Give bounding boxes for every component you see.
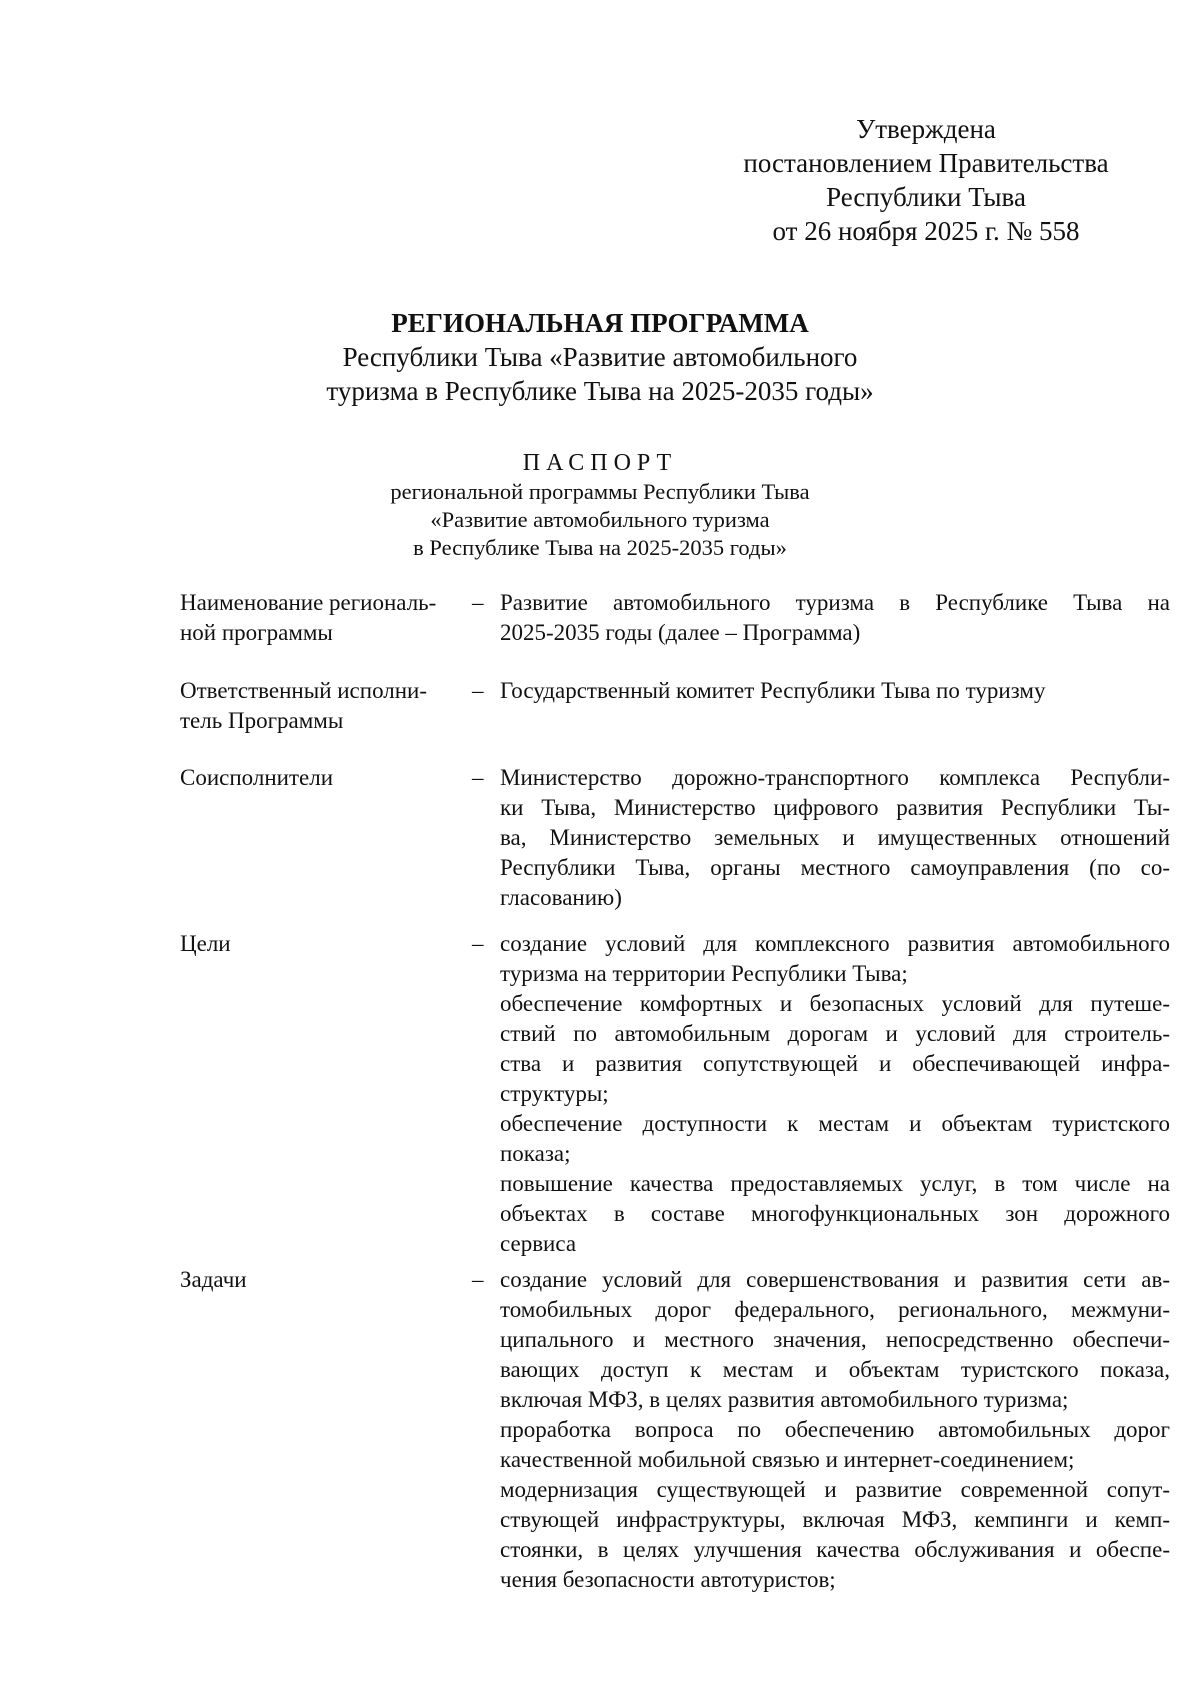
program-subtitle-line: Республики Тыва «Развитие автомобильного [342, 342, 858, 372]
row-label [180, 676, 460, 736]
row-dash: – [472, 678, 484, 703]
row-label-line: Соисполнители [180, 765, 334, 790]
row-value-line: качественной мобильной связью и интернет-соединением; [500, 1447, 1075, 1472]
row-value [500, 1265, 1170, 1595]
passport-subtitle-line: региональной программы Республики Тыва [390, 479, 810, 504]
row-value-line: туризма на территории Республики Тыва; [500, 961, 908, 986]
approval-line: постановлением Правительства [743, 148, 1109, 178]
passport-subtitle-line: «Развитие автомобильного туризма [430, 507, 770, 532]
row-value-line: вающих доступ к местам и объектам туристского показа, [500, 1357, 1170, 1382]
row-value-line: модернизация существующей и развитие современной сопут- [500, 1477, 1170, 1502]
approval-line: от 26 ноября 2025 г. № 558 [772, 216, 1080, 246]
row-label-line: Задачи [180, 1267, 247, 1292]
row-value-line: Республики Тыва, органы местного самоуправления (по со- [500, 855, 1170, 880]
row-value-line: 2025-2035 годы (далее – Программа) [500, 620, 861, 645]
row-value-line: ствий по автомобильным дорогам и условий для строитель- [500, 1021, 1170, 1046]
row-value-line: стоянки, в целях улучшения качества обслуживания и обеспе- [500, 1537, 1170, 1562]
row-label-line: Ответственный исполни- [180, 678, 428, 703]
row-label [180, 588, 460, 648]
row-label-line: ной программы [180, 620, 333, 645]
row-dash: – [472, 931, 484, 956]
passport-title [360, 448, 840, 562]
row-label [180, 1265, 460, 1295]
approval-line: Утверждена [856, 114, 996, 144]
program-heading: РЕГИОНАЛЬНАЯ ПРОГРАММА [391, 308, 809, 338]
program-title [300, 306, 900, 408]
row-value-line: показа; [500, 1141, 571, 1166]
row-value-line: ства и развития сопутствующей и обеспечивающей инфра- [500, 1051, 1170, 1076]
row-value-line: создание условий для комплексного развития автомобильного [500, 931, 1170, 956]
row-value-line: томобильных дорог федерального, регионального, межмуни- [500, 1297, 1170, 1322]
approval-block [736, 112, 1116, 248]
row-value-line: сервиса [500, 1231, 577, 1256]
row-value [500, 588, 1170, 648]
row-value [500, 763, 1170, 913]
row-value-line: создание условий для совершенствования и развития сети ав- [500, 1267, 1170, 1292]
row-value [500, 676, 1170, 706]
row-value-line: структуры; [500, 1081, 609, 1106]
row-dash: – [472, 590, 484, 615]
row-value-line: ва, Министерство земельных и имущественных отношений [500, 825, 1170, 850]
row-value-line: включая МФЗ, в целях развития автомобильного туризма; [500, 1387, 1069, 1412]
row-label [180, 929, 460, 959]
program-subtitle-line: туризма в Республике Тыва на 2025-2035 годы» [326, 376, 874, 406]
approval-line: Республики Тыва [826, 182, 1026, 212]
row-value-line: чения безопасности автотуристов; [500, 1567, 836, 1592]
row-dash: – [472, 1267, 484, 1292]
row-value-line: ки Тыва, Министерство цифрового развития Республики Ты- [500, 795, 1170, 820]
row-label-line: тель Программы [180, 708, 344, 733]
row-value-line: ципального и местного значения, непосредственно обеспечи- [500, 1327, 1170, 1352]
row-value-line: объектах в составе многофункциональных зон дорожного [500, 1201, 1170, 1226]
row-label-line: Цели [180, 931, 231, 956]
row-value-line: Развитие автомобильного туризма в Республике Тыва на [500, 590, 1170, 615]
row-label [180, 763, 460, 793]
row-value-line: Государственный комитет Республики Тыва по туризму [500, 678, 1046, 703]
passport-subtitle-line: в Республике Тыва на 2025-2035 годы» [413, 535, 787, 560]
row-value [500, 929, 1170, 1259]
row-value-line: гласованию) [500, 885, 622, 910]
row-value-line: обеспечение комфортных и безопасных условий для путеше- [500, 991, 1170, 1016]
row-value-line: ствующей инфраструктуры, включая МФЗ, кемпинги и кемп- [500, 1507, 1170, 1532]
passport-heading: ПАСПОРТ [522, 450, 678, 476]
row-label-line: Наименование региональ- [180, 590, 437, 615]
row-dash: – [472, 765, 484, 790]
row-value-line: повышение качества предоставляемых услуг, в том числе на [500, 1171, 1170, 1196]
row-value-line: Министерство дорожно-транспортного комплекса Республи- [500, 765, 1170, 790]
row-value-line: обеспечение доступности к местам и объектам туристского [500, 1111, 1170, 1136]
row-value-line: проработка вопроса по обеспечению автомобильных дорог [500, 1417, 1170, 1442]
